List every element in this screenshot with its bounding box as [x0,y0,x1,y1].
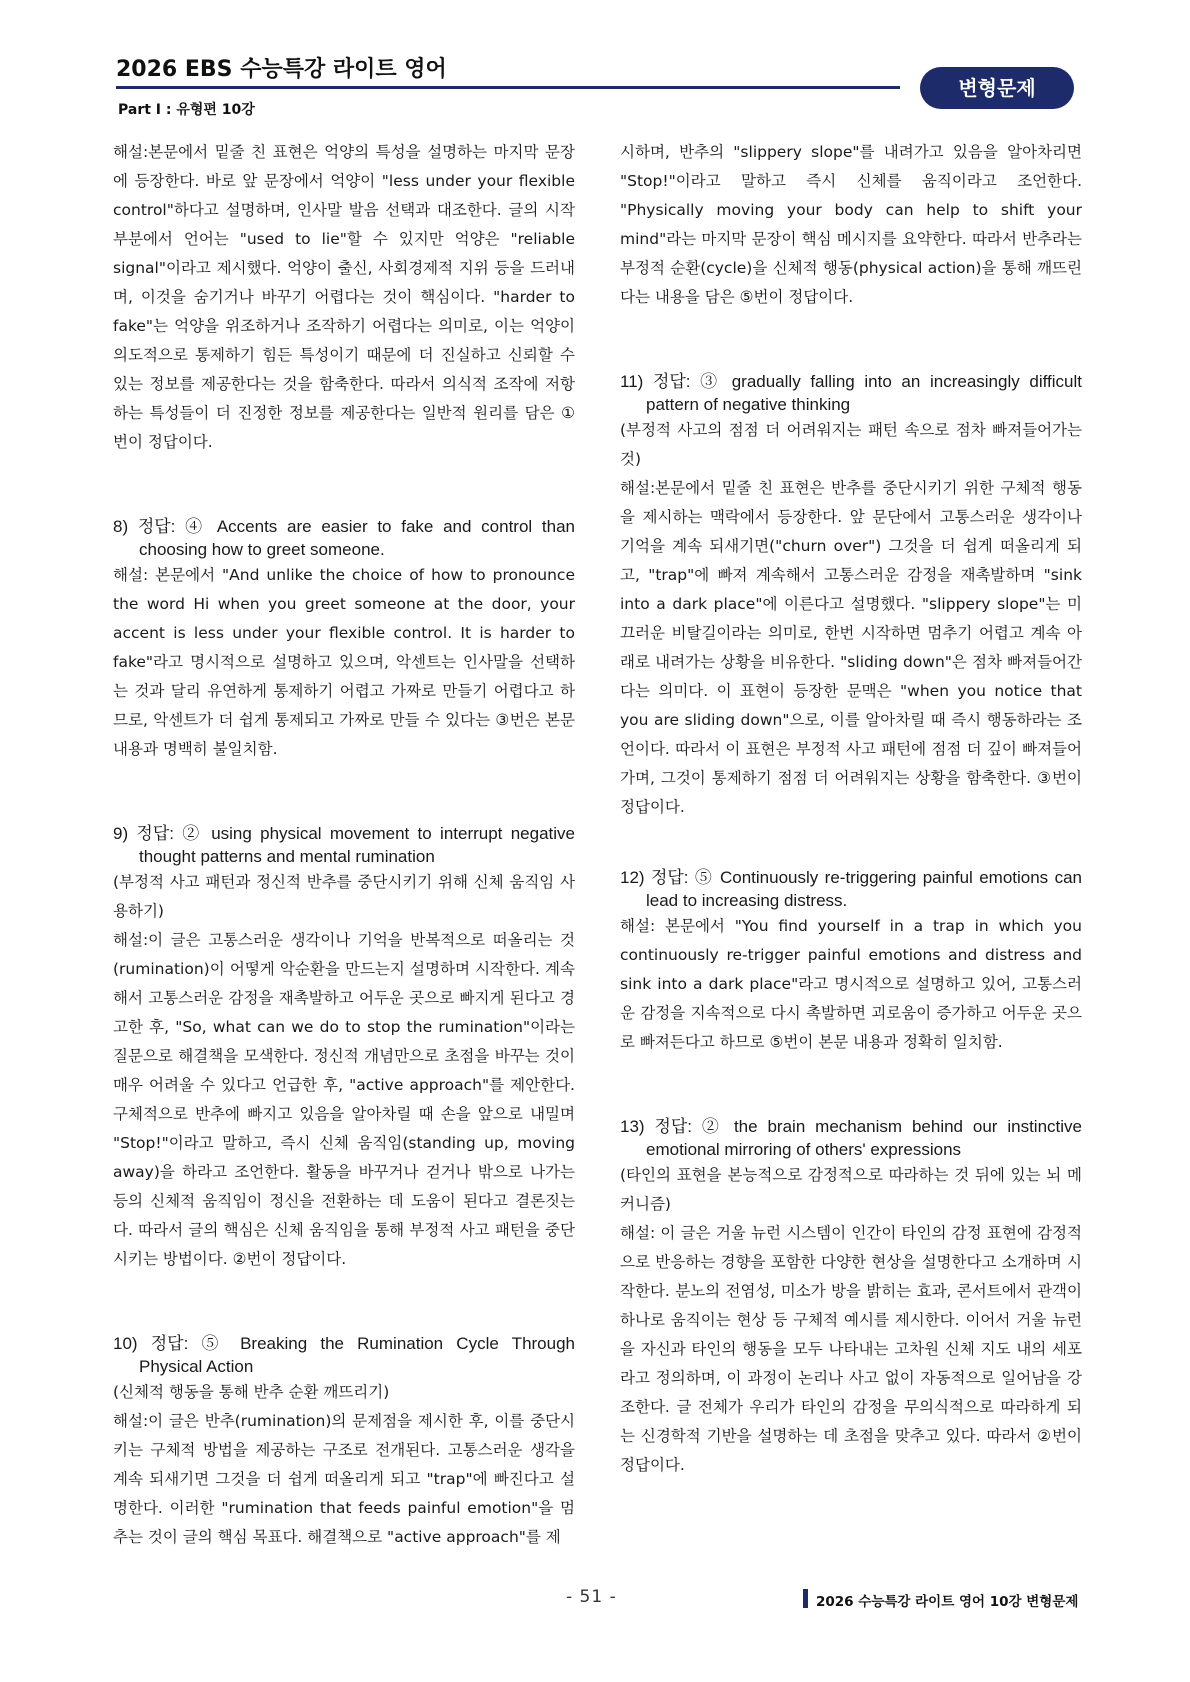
q11-explanation: 해설:본문에서 밑줄 친 표현은 반추를 중단시키기 위한 구체적 행동을 제시하는 맥락에서 등장한다. 앞 문단에서 고통스러운 생각이나 기억을 계속 되새기면("churn over") 그것을 더 쉽게 떠올리게 되고, "trap"에 빠져 계속해서 고통스러운 감정을 재촉발하며 "sink into a dark place"에 이른다고 설명했다. "slippery slope"는 미끄러운 비탈길이라는 의미로, 한번 시작하면 멈추기 어렵고 계속 아래로 내려가는 상황을 비유한다. "sliding down"은 점차 빠져들어간다는 의미다. 이 표현이 등장한 문맥은 "when you notice that you are sliding down"으로, 이를 알아차릴 때 즉시 행동하라는 조언이다. 따라서 이 표현은 부정적 사고 패턴에 점점 더 깊이 빠져들어가며, 그것이 통제하기 점점 더 어려워지는 상황을 함축한다. ③번이 정답이다. [620,479,1082,816]
q13-explanation: 해설: 이 글은 거울 뉴런 시스템이 인간이 타인의 감정 표현에 감정적으로 반응하는 경향을 포함한 다양한 현상을 설명한다고 소개하며 시작한다. 분노의 전염성, 미소가 방을 밝히는 효과, 콘서트에서 관객이 하나로 움직이는 현상 등 구체적 예시를 제시한다. 이어서 거울 뉴런을 자신과 타인의 행동을 모두 나타내는 고차원 신체 지도 내의 세포라고 정의하며, 이 과정이 논리나 사고 없이 자동적으로 일어남을 강조한다. 글 전체가 우리가 타인의 감정을 무의식적으로 따라하게 되는 신경학적 기반을 설명하는 데 초점을 맞추고 있다. 따라서 ②번이 정답이다. [620,1224,1082,1474]
question-12-block [620,866,1082,1057]
q10-translation: (신체적 행동을 통해 반추 순환 깨뜨리기) [113,1383,390,1401]
section-subtitle: Part Ⅰ : 유형편 10강 [118,102,255,118]
q12-answer: 12) 정답: ⑤ Continuously re-triggering painful emotions can lead to increasing distress. [620,868,1082,910]
q13-translation: (타인의 표현을 본능적으로 감정적으로 따라하는 것 뒤에 있는 뇌 메커니즘) [620,1166,1082,1213]
q10-answer: 10) 정답: ⑤ Breaking the Rumination Cycle Through Physical Action [113,1334,575,1376]
q8-answer: 8) 정답: ④ Accents are easier to fake and control than choosing how to greet someone. [113,517,575,559]
question-10-block [113,1332,575,1552]
q7-explanation: 해설:본문에서 밑줄 친 표현은 억양의 특성을 설명하는 마지막 문장에 등장한다. 바로 앞 문장에서 억양이 "less under your flexible control"하다고 설명하며, 인사말 발음 선택과 대조한다. 글의 시작 부분에서 언어는 "used to lie"할 수 있지만 억양은 "reliable signal"이라고 제시했다. 억양이 출신, 사회경제적 지위 등을 드러내며, 이것을 숨기거나 바꾸기 어렵다는 것이 핵심이다. "harder to fake"는 억양을 위조하거나 조작하기 어렵다는 의미로, 이는 억양이 의도적으로 통제하기 힘든 특성이기 때문에 더 진실하고 신뢰할 수 있는 정보를 제공한다는 것을 함축한다. 따라서 의식적 조작에 저항하는 특성들이 더 진정한 정보를 제공한다는 일반적 원리를 담은 ①번이 정답이다. [113,143,575,451]
question-10-continued [620,138,1082,312]
q11-translation: (부정적 사고의 점점 더 어려워지는 패턴 속으로 점차 빠져들어가는 것) [620,421,1082,468]
footer-accent-bar [803,1589,808,1608]
header-divider [116,86,900,89]
q12-explanation: 해설: 본문에서 "You find yourself in a trap in which you continuously re-trigger painful emotions and distress and sink into a dark place"라고 명시적으로 설명하고 있어, 고통스러운 감정을 지속적으로 다시 촉발하면 괴로움이 증가하고 어두운 곳으로 빠져든다고 하므로 ⑤번이 본문 내용과 정확히 일치함. [620,917,1082,1051]
q9-translation: (부정적 사고 패턴과 정신적 반추를 중단시키기 위해 신체 움직임 사용하기) [113,873,575,920]
q9-answer: 9) 정답: ② using physical movement to interrupt negative thought patterns and mental rumination [113,824,575,866]
question-11-block [620,370,1082,822]
q10-explanation-continued: 시하며, 반추의 "slippery slope"를 내려가고 있음을 알아차리면 "Stop!"이라고 말하고 즉시 신체를 움직이라고 조언한다. "Physically moving your body can help to shift your mind"라는 마지막 문장이 핵심 메시지를 요약한다. 따라서 반추라는 부정적 순환(cycle)을 신체적 행동(physical action)을 통해 깨뜨린다는 내용을 담은 ⑤번이 정답이다. [620,143,1082,306]
footer-label: 2026 수능특강 라이트 영어 10강 변형문제 [816,1594,1079,1610]
q9-explanation: 해설:이 글은 고통스러운 생각이나 기억을 반복적으로 떠올리는 것(rumination)이 어떻게 악순환을 만드는지 설명하며 시작한다. 계속해서 고통스러운 감정을 재촉발하고 어두운 곳으로 빠지게 된다고 경고한 후, "So, what can we do to stop the rumination"이라는 질문으로 해결책을 모색한다. 정신적 개념만으로 초점을 바꾸는 것이 매우 어려울 수 있다고 언급한 후, "active approach"를 제안한다. 구체적으로 반추에 빠지고 있음을 알아차릴 때 손을 앞으로 내밀며 "Stop!"이라고 말하고, 즉시 신체 움직임(standing up, moving away)을 하라고 조언한다. 활동을 바꾸거나 걷거나 밖으로 나가는 등의 신체적 움직임이 정신을 전환하는 데 도움이 된다고 결론짓는다. 따라서 글의 핵심은 신체 움직임을 통해 부정적 사고 패턴을 중단시키는 방법이다. ②번이 정답이다. [113,931,575,1268]
question-8-block [113,515,575,764]
right-column [620,138,1082,1480]
q13-answer: 13) 정답: ② the brain mechanism behind our instinctive emotional mirroring of others' expressions [620,1117,1082,1159]
q10-explanation: 해설:이 글은 반추(rumination)의 문제점을 제시한 후, 이를 중단시키는 구체적 방법을 제공하는 구조로 전개된다. 고통스러운 생각을 계속 되새기면 그것을 더 쉽게 떠올리게 되고 "trap"에 빠진다고 설명한다. 이러한 "rumination that feeds painful emotion"을 멈추는 것이 글의 핵심 목표다. 해결책으로 "active approach"를 제 [113,1412,575,1546]
page-number: - 51 - [566,1587,617,1607]
question-9-block [113,822,575,1274]
type-badge: 변형문제 [920,67,1074,109]
document-title: 2026 EBS 수능특강 라이트 영어 [116,57,447,82]
q8-explanation: 해설: 본문에서 "And unlike the choice of how to pronounce the word Hi when you greet someone at the door, your accent is less under your flexible control. It is harder to fake"라고 명시적으로 설명하고 있으며, 악센트는 인사말을 선택하는 것과 달리 유연하게 통제하기 어렵고 가짜로 만들기 어렵다고 하므로, 악센트가 더 쉽게 통제되고 가짜로 만들 수 있다는 ③번은 본문 내용과 명백히 불일치함. [113,566,575,758]
left-column [113,138,575,1552]
q11-answer: 11) 정답: ③ gradually falling into an increasingly difficult pattern of negative thinking [620,372,1082,414]
question-13-block [620,1115,1082,1480]
question-7-block [113,138,575,457]
